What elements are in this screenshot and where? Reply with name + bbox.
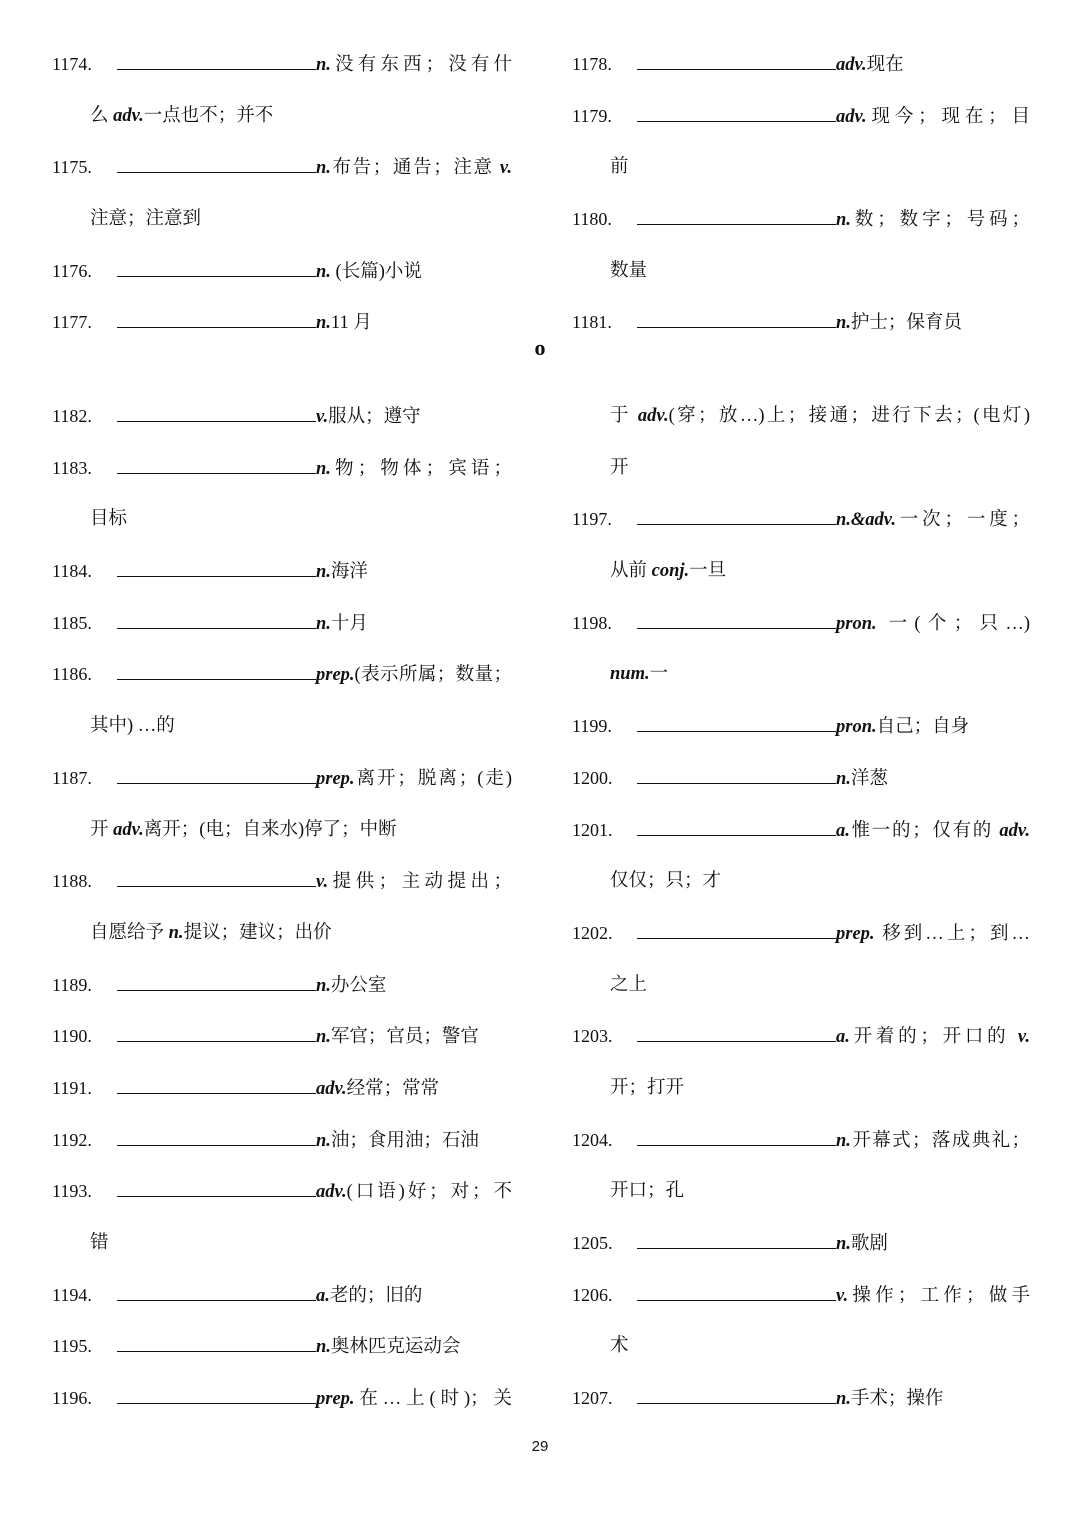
vocab-entry (572, 1011, 1030, 1063)
section-1-right-column (572, 39, 1030, 349)
answer-blank (637, 1028, 836, 1042)
answer-blank (637, 1132, 836, 1146)
entry-number: 1196. (52, 1388, 92, 1409)
definition-text: 开着的；开口的 (849, 1027, 1018, 1048)
definition-text: (穿；放…)上；接通；进行下去；(电灯) (668, 406, 1030, 426)
part-of-speech: a. (836, 820, 850, 841)
vocab-entry (572, 91, 1030, 143)
definition-text: 仅仅；只；才 (610, 871, 722, 892)
definition-text: 奥林匹克运动会 (330, 1337, 461, 1358)
definition-text: 操作；工作；做手 (848, 1285, 1030, 1306)
vocab-entry (52, 391, 512, 443)
definition-text: 布告；通告；注意 (330, 158, 500, 179)
definition-text: 提供；主动提出； (328, 872, 512, 893)
part-of-speech: adv. (999, 820, 1030, 841)
definition-text: 离开；(电；自来水)停了；中断 (143, 819, 397, 840)
entry-definition (316, 1322, 512, 1374)
vocab-entry (52, 1166, 512, 1218)
entry-number: 1188. (52, 871, 92, 892)
definition-text: 办公室 (330, 975, 387, 996)
answer-blank (117, 666, 316, 680)
definition-text: 前 (610, 157, 629, 178)
entry-definition (316, 1064, 512, 1116)
part-of-speech: adv. (836, 55, 867, 75)
entry-number: 1203. (572, 1026, 613, 1047)
answer-blank (637, 615, 836, 629)
entry-definition (836, 754, 1030, 806)
entry-continuation (572, 443, 1030, 495)
answer-blank (117, 873, 316, 887)
part-of-speech: v. (1017, 1027, 1030, 1048)
entry-definition (316, 961, 512, 1013)
entry-definition (316, 650, 512, 702)
answer-blank (637, 1235, 836, 1249)
part-of-speech: adv. (637, 406, 669, 426)
vocab-entry (52, 1011, 512, 1063)
vocab-entry (52, 443, 512, 495)
definition-text: 在…上(时)；关 (354, 1389, 512, 1410)
entry-number: 1177. (52, 312, 92, 333)
entry-continuation (572, 1063, 1030, 1115)
part-of-speech: prep. (316, 768, 355, 789)
definition-text: 歌剧 (850, 1234, 888, 1254)
part-of-speech: n. (316, 562, 331, 583)
answer-blank (637, 770, 836, 784)
answer-blank (117, 1132, 316, 1146)
entry-number: 1185. (52, 612, 92, 633)
entry-definition (316, 1271, 512, 1323)
part-of-speech: a. (316, 1285, 330, 1306)
entry-definition (836, 495, 1030, 547)
entry-number: 1204. (572, 1129, 613, 1150)
entry-number: 1186. (52, 664, 92, 685)
definition-text: 自己；自身 (876, 717, 970, 738)
entry-definition (316, 547, 512, 599)
definition-text: 一 (649, 664, 669, 685)
entry-definition (316, 143, 512, 195)
entry-continuation (572, 546, 1030, 598)
definition-text: 开 (90, 819, 114, 840)
definition-text: 海洋 (330, 562, 368, 583)
entry-number: 1180. (572, 209, 612, 230)
vocab-entry (52, 1373, 512, 1425)
entry-number: 1206. (572, 1284, 613, 1305)
answer-blank (117, 314, 316, 328)
entry-number: 1200. (572, 767, 613, 788)
definition-text: 油；食用油；石油 (330, 1130, 479, 1151)
entry-definition (836, 1219, 1030, 1271)
part-of-speech: adv. (113, 819, 144, 840)
entry-definition (836, 1012, 1030, 1064)
part-of-speech: n. (316, 1337, 331, 1358)
vocab-entry (52, 1115, 512, 1167)
entry-definition (316, 40, 512, 92)
part-of-speech: adv. (316, 1078, 347, 1099)
entry-number: 1182. (52, 406, 92, 426)
part-of-speech: prep. (836, 923, 875, 944)
part-of-speech: n. (316, 158, 331, 179)
entry-continuation (52, 1218, 512, 1270)
part-of-speech: n. (316, 313, 331, 334)
entry-continuation (572, 960, 1030, 1012)
entry-definition (836, 195, 1030, 247)
definition-text: 惟一的；仅有的 (849, 820, 1000, 841)
part-of-speech: adv. (836, 106, 867, 127)
part-of-speech: n. (316, 261, 331, 282)
definition-text: 从前 (610, 561, 652, 582)
answer-blank (117, 159, 316, 173)
answer-blank (637, 718, 836, 732)
vocab-entry (52, 1321, 512, 1373)
part-of-speech: n. (836, 768, 851, 789)
definition-text: 手术；操作 (850, 1389, 944, 1410)
part-of-speech: num. (610, 664, 650, 685)
definition-text: 开口；孔 (610, 1181, 685, 1202)
definition-text: 术 (610, 1336, 629, 1357)
entry-definition (836, 40, 1030, 92)
definition-text: 老的；旧的 (329, 1285, 423, 1306)
part-of-speech: v. (316, 872, 329, 893)
definition-text: 其中) …的 (90, 716, 175, 737)
vocab-entry (52, 856, 512, 908)
entry-definition (316, 857, 512, 909)
entry-number: 1191. (52, 1077, 92, 1098)
section-2-left-column (52, 391, 512, 1425)
definition-text: 自愿给予 (90, 922, 169, 943)
entry-continuation (52, 494, 512, 546)
entry-number: 1194. (52, 1284, 92, 1305)
entry-number: 1190. (52, 1026, 92, 1047)
vocab-entry (572, 598, 1030, 650)
part-of-speech: n. (316, 975, 331, 996)
part-of-speech: n.&adv. (836, 510, 896, 531)
entry-number: 1201. (572, 819, 613, 840)
entry-number: 1197. (572, 509, 612, 530)
definition-text: 一点也不；并不 (143, 105, 274, 126)
answer-blank (637, 1287, 836, 1301)
answer-blank (117, 615, 316, 629)
entry-definition (836, 599, 1030, 651)
entry-number: 1174. (52, 54, 92, 74)
entry-number: 1207. (572, 1388, 613, 1409)
entry-definition (316, 392, 512, 444)
part-of-speech: adv. (316, 1182, 347, 1203)
entry-number: 1189. (52, 974, 92, 995)
definition-text: (口语)好；对；不 (346, 1182, 512, 1203)
vocab-entry (572, 1218, 1030, 1270)
vocab-entry (52, 598, 512, 650)
vocab-entry (52, 753, 512, 805)
answer-blank (117, 977, 316, 991)
answer-blank (117, 770, 316, 784)
definition-text: 一(个；只…) (876, 613, 1030, 634)
answer-blank (117, 460, 316, 474)
entry-number: 1181. (572, 312, 612, 333)
part-of-speech: a. (836, 1027, 850, 1048)
definition-text: 11 月 (330, 313, 372, 334)
vocab-entry (572, 494, 1030, 546)
entry-continuation (572, 1321, 1030, 1373)
entry-number: 1198. (572, 612, 612, 633)
entry-number: 1176. (52, 260, 92, 281)
definition-text: 现在 (866, 55, 904, 75)
part-of-speech: prep. (316, 1389, 355, 1410)
part-of-speech: v. (316, 407, 329, 427)
answer-blank (117, 1287, 316, 1301)
definition-text: 数量 (610, 260, 648, 281)
vocab-entry (52, 1270, 512, 1322)
definition-text: 十月 (330, 613, 368, 634)
definition-text: 移到…上；到… (874, 923, 1030, 944)
definition-text: 一旦 (689, 561, 727, 582)
answer-blank (117, 1390, 316, 1404)
entry-definition (836, 92, 1030, 144)
answer-blank (637, 314, 836, 328)
entry-definition (836, 1271, 1030, 1323)
entry-number: 1193. (52, 1181, 92, 1202)
entry-number: 1192. (52, 1129, 92, 1150)
definition-text: 数；数字；号码； (850, 210, 1030, 231)
entry-continuation (52, 701, 512, 753)
entry-continuation (52, 91, 512, 143)
section-2-right-column (572, 391, 1030, 1425)
definition-text: 开 (610, 457, 629, 478)
vocab-entry (52, 39, 512, 91)
entry-definition (316, 754, 512, 806)
part-of-speech: adv. (113, 105, 144, 126)
entry-continuation (572, 246, 1030, 298)
entry-definition (316, 1167, 512, 1219)
entry-number: 1184. (52, 561, 92, 582)
answer-blank (637, 511, 836, 525)
answer-blank (117, 1080, 316, 1094)
definition-text: 开幕式；落成典礼； (850, 1130, 1030, 1151)
definition-text: 提议；建议；出价 (183, 922, 332, 943)
part-of-speech: n. (316, 613, 331, 634)
definition-text: 之上 (610, 974, 648, 995)
entry-continuation (52, 805, 512, 857)
part-of-speech: n. (836, 210, 851, 231)
entry-number: 1178. (572, 54, 612, 74)
definition-text: 军官；官员；警官 (330, 1027, 479, 1048)
vocab-entry (52, 142, 512, 194)
page-number: 29 (531, 1438, 549, 1455)
vocab-entry (52, 960, 512, 1012)
entry-continuation (572, 391, 1030, 443)
entry-number: 1205. (572, 1233, 613, 1253)
entry-number: 1195. (52, 1336, 92, 1357)
definition-text: 服从；遵守 (328, 407, 421, 427)
answer-blank (117, 408, 316, 422)
definition-text: 么 (90, 105, 114, 126)
part-of-speech: n. (316, 458, 331, 479)
entry-definition (316, 1116, 512, 1168)
entry-number: 1179. (572, 105, 612, 126)
entry-number: 1199. (572, 716, 612, 737)
definition-text: (表示所属；数量； (354, 665, 512, 686)
section-letter-heading: o (534, 335, 546, 360)
definition-text: 现今；现在；目 (866, 106, 1030, 127)
entry-number: 1187. (52, 767, 92, 788)
part-of-speech: n. (316, 1027, 331, 1048)
answer-blank (637, 108, 836, 122)
part-of-speech: n. (168, 922, 184, 943)
definition-text: 一次；一度； (895, 510, 1030, 531)
entry-definition (836, 909, 1030, 961)
vocab-entry (52, 649, 512, 701)
part-of-speech: n. (836, 1234, 851, 1254)
entry-definition (836, 1116, 1030, 1168)
part-of-speech: n. (316, 55, 331, 75)
answer-blank (637, 822, 836, 836)
part-of-speech: conj. (651, 561, 690, 582)
vocab-entry (52, 1063, 512, 1115)
entry-number: 1183. (52, 457, 92, 478)
part-of-speech: pron. (836, 613, 877, 634)
vocab-entry (52, 246, 512, 298)
part-of-speech: n. (836, 1130, 851, 1151)
definition-text: 于 (610, 406, 638, 426)
vocab-entry (572, 753, 1030, 805)
definition-text: 经常；常常 (346, 1078, 440, 1099)
answer-blank (117, 263, 316, 277)
vocab-entry (572, 39, 1030, 91)
answer-blank (117, 1028, 316, 1042)
entry-continuation (572, 856, 1030, 908)
part-of-speech: pron. (836, 717, 877, 738)
entry-continuation (52, 194, 512, 246)
answer-blank (637, 211, 836, 225)
definition-text: 目标 (90, 509, 128, 530)
definition-text: 离开；脱离；(走) (354, 768, 512, 789)
entry-number: 1175. (52, 157, 92, 178)
definition-text: 没有东西；没有什 (330, 55, 512, 75)
entry-continuation (572, 649, 1030, 701)
entry-continuation (52, 908, 512, 960)
definition-text: (长篇)小说 (330, 261, 422, 282)
answer-blank (117, 56, 316, 70)
part-of-speech: n. (836, 1389, 851, 1410)
answer-blank (117, 1338, 316, 1352)
entry-number: 1202. (572, 922, 613, 943)
vocab-entry (572, 701, 1030, 753)
entry-definition (316, 1374, 512, 1426)
answer-blank (637, 1390, 836, 1404)
definition-text: 开；打开 (610, 1077, 685, 1098)
vocab-entry (52, 546, 512, 598)
entry-definition (316, 247, 512, 299)
vocab-entry (572, 194, 1030, 246)
entry-definition (836, 702, 1030, 754)
part-of-speech: n. (316, 1130, 331, 1151)
part-of-speech: v. (499, 158, 512, 179)
definition-text: 错 (90, 1233, 109, 1253)
answer-blank (117, 563, 316, 577)
answer-blank (637, 925, 836, 939)
vocab-entry (572, 1373, 1030, 1425)
answer-blank (117, 1183, 316, 1197)
definition-text: 物；物体；宾语； (330, 458, 512, 479)
part-of-speech: v. (836, 1285, 849, 1306)
part-of-speech: prep. (316, 665, 355, 686)
section-1-left-column (52, 39, 512, 349)
vocab-entry (572, 1115, 1030, 1167)
entry-definition (316, 599, 512, 651)
entry-definition (316, 444, 512, 496)
part-of-speech: n. (836, 313, 851, 334)
vocab-entry (572, 908, 1030, 960)
answer-blank (637, 56, 836, 70)
vocab-entry (572, 805, 1030, 857)
vocab-entry (572, 1270, 1030, 1322)
definition-text: 注意；注意到 (90, 209, 202, 230)
entry-definition (316, 1012, 512, 1064)
entry-continuation (572, 142, 1030, 194)
definition-text: 护士；保育员 (850, 313, 962, 334)
definition-text: 洋葱 (850, 768, 888, 789)
entry-definition (836, 1374, 1030, 1426)
entry-continuation (572, 1166, 1030, 1218)
entry-definition (836, 806, 1030, 858)
